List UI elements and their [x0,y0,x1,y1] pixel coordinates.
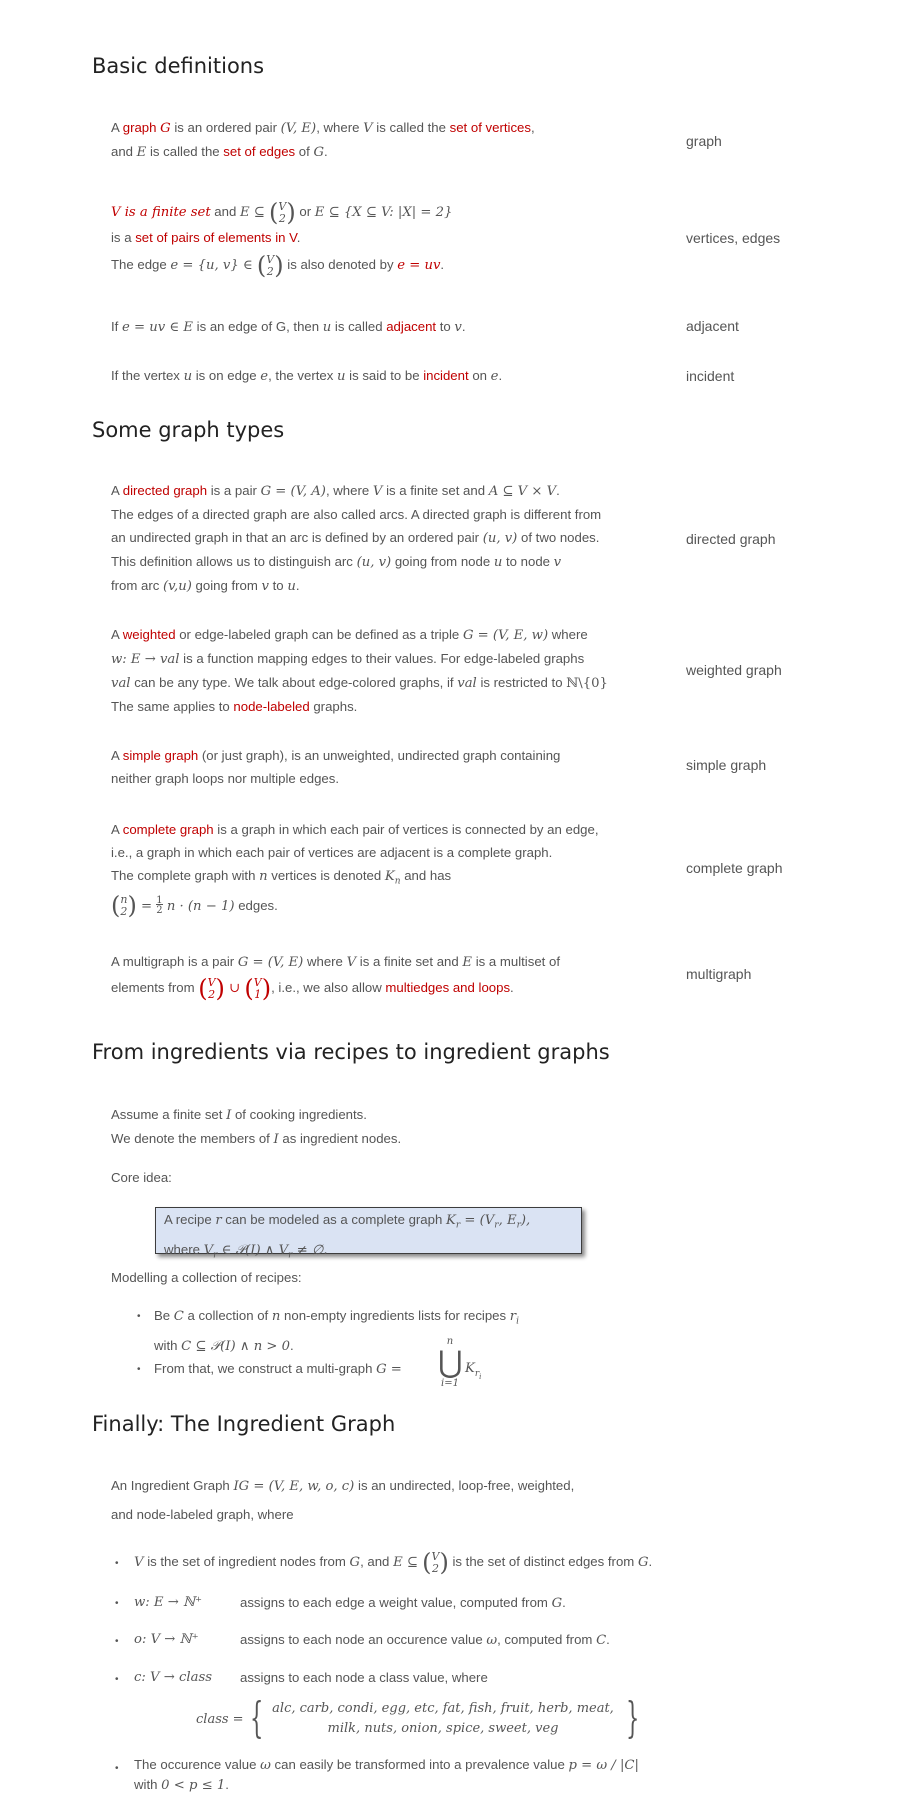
ig-occurence-map: o: V → ℕ⁺ [134,1632,199,1647]
ig-prevalence: The occurence value ω can easily be transformed into a prevalence value p = ω / |C| with 0 < p ≤ 1. [134,1757,639,1793]
label-simple-graph: simple graph [686,757,767,773]
ig-class-map: c: V → class [134,1670,212,1685]
label-vertices-edges: vertices, edges [686,230,781,246]
ingredient-set-text: Assume a finite set I of cooking ingredients. We denote the members of I as ingredient nodes. [111,1107,402,1147]
ig-bullet-vertices: V is the set of ingredient nodes from G, and E ⊆ (V 2) is the set of distinct edges from G. [134,1548,653,1577]
modelling-label: Modelling a collection of recipes: [111,1270,302,1285]
union-term: $K_{r_i}$ [465,1361,482,1381]
def-adjacent: If e = uv ∈ E is an edge of G, then u is called adjacent to v. [111,319,466,335]
label-adjacent: adjacent [686,318,739,334]
ig-weight-desc: assigns to each edge a weight value, computed from G. [240,1595,566,1611]
def-weighted-graph: A weighted or edge-labeled graph can be defined as a triple G = (V, E, w) where w: E → val is a function mapping edges to their values. For edge-labeled graphs val can be any type. We talk about edge-colored graphs, if val is restricted to ℕ\{0} The same applies to node-labeled graphs. [111,627,608,714]
section-title-types: Some graph types [92,418,285,442]
def-graph: A graph G is an ordered pair (V, E), where V is called the set of vertices, and E is called the set of edges of G. [111,120,535,160]
bullet-icon: • [115,1636,119,1647]
label-multigraph: multigraph [686,966,752,982]
label-complete-graph: complete graph [686,860,783,876]
section-title-ingredients: From ingredients via recipes to ingredient graphs [92,1040,610,1064]
bullet-icon: • [137,1311,141,1322]
bullet-collection: Be C a collection of n non-empty ingredients lists for recipes $r_i$ with C ⊆ 𝒫(I) ∧ n > 0. [154,1308,519,1354]
bullet-multigraph: From that, we construct a multi-graph G = [154,1361,402,1377]
class-values: alc, carb, condi, egg, etc, fat, fish, fruit, herb, meat, milk, nuts, onion, spice, sweet, veg [272,1701,614,1736]
class-label: class = [196,1712,244,1727]
bullet-icon: • [115,1598,119,1609]
ig-occurence-desc: assigns to each node an occurence value ω, computed from C. [240,1632,610,1648]
label-weighted-graph: weighted graph [686,662,782,678]
ig-definition: An Ingredient Graph IG = (V, E, w, o, c) is an undirected, loop-free, weighted, and node-labeled graph, where [111,1478,575,1522]
big-union: n ⋃ i=1 [438,1336,463,1389]
ig-class-desc: assigns to each node a class value, where [240,1670,488,1685]
def-simple-graph: A simple graph (or just graph), is an unweighted, undirected graph containing neither graph loops nor multiple edges. [111,748,561,786]
def-vertices-edges: V is a finite set and E ⊆ (V 2) or E ⊆ {X ⊆ V: |X| = 2} is a set of pairs of elements in V. The edge e = {u, v} ∈ (V 2) is also denoted by e = uv. [111,198,453,280]
def-complete-graph: A complete graph is a graph in which each pair of vertices is connected by an edge, i.e., a graph in which each pair of vertices are adjacent is a complete graph. The complete graph with n vertices is denoted $K_n$ and has (n $2) = \frac{1}{2}$ n · (n − 1) edges. [111,822,599,920]
bullet-icon: • [137,1364,141,1375]
core-idea-box: A recipe r can be modeled as a complete graph $K_r = (V_r$, $E_r$), where $V_r$ ∈ 𝒫(I) ∧ $V_r$ ≠ ∅. [155,1207,582,1254]
bullet-icon: • [115,1558,119,1569]
core-idea-label: Core idea: [111,1170,172,1185]
label-incident: incident [686,368,735,384]
label-graph: graph [686,133,722,149]
ig-weight-map: w: E → ℕ⁺ [134,1595,202,1610]
bullet-icon: • [115,1763,119,1774]
section-title-final: Finally: The Ingredient Graph [92,1412,396,1436]
left-brace: { [250,1693,264,1742]
def-directed-graph: A directed graph is a pair G = (V, A), where V is a finite set and A ⊆ V × V. The edges of a directed graph are also called arcs. A directed graph is different from an undirected graph in that an arc is defined by an ordered pair (u, v) of two nodes. This definition allows us to distinguish arc (u, v) going from node u to node v from arc (v,u) going from v to u. [111,483,602,594]
right-brace: } [626,1693,640,1742]
def-incident: If the vertex u is on edge e, the vertex u is said to be incident on e. [111,368,503,384]
label-directed-graph: directed graph [686,531,776,547]
section-title-basic: Basic definitions [92,54,265,78]
bullet-icon: • [115,1674,119,1685]
def-multigraph: A multigraph is a pair G = (V, E) where V is a finite set and E is a multiset of elements from (V 2) ∪ (V 1), i.e., we also allow multiedges and loops. [111,954,560,1003]
